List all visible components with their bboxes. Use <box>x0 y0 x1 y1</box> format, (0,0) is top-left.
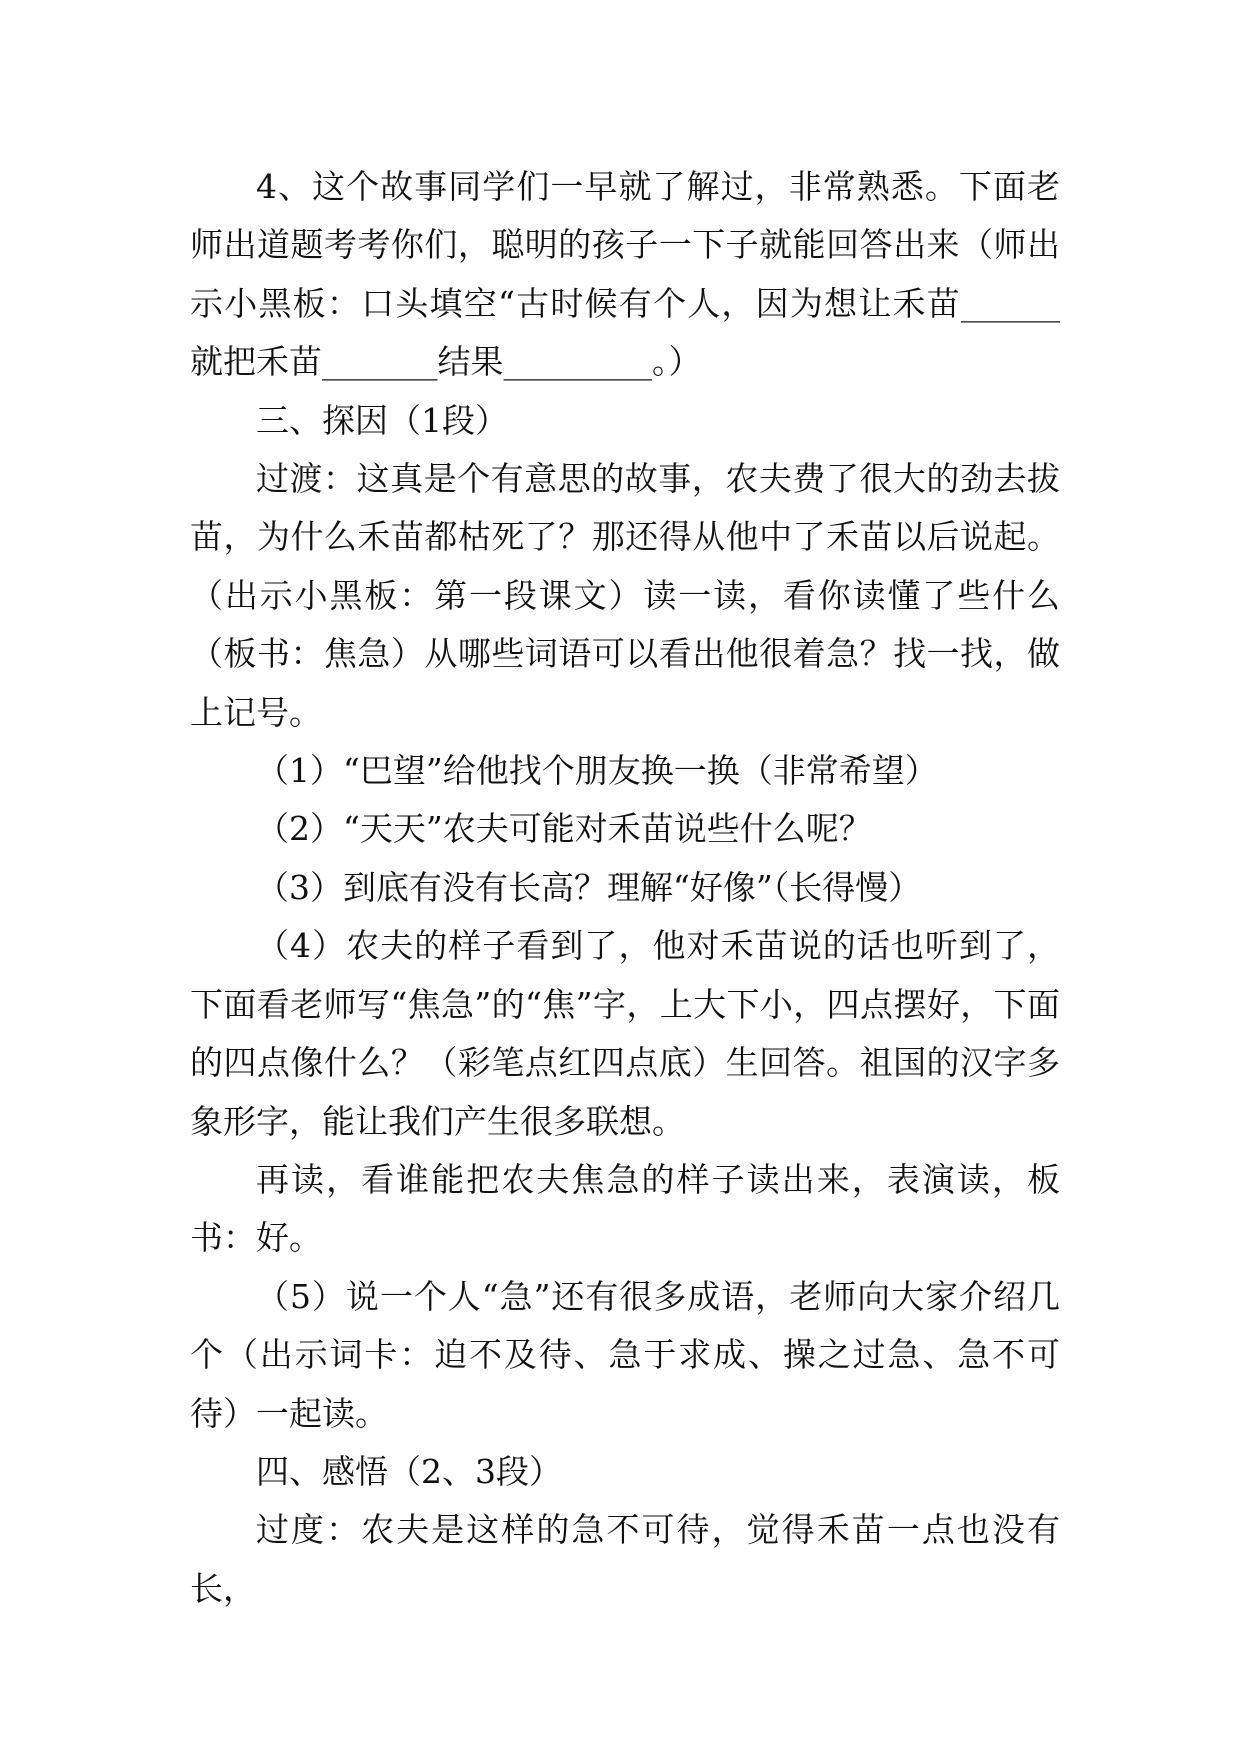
paragraph-transition-2: 过度：农夫是这样的急不可待，觉得禾苗一点也没有长， <box>190 1510 1060 1608</box>
document-body <box>190 158 1060 1618</box>
paragraph-story-question: 4、这个故事同学们一早就了解过，非常熟悉。下面老师出道题考考你们，聪明的孩子一下子就能回答出来（师出示小黑板：口头填空“古时候有个人，因为想让禾苗______就把禾苗_______结果_________。） <box>190 167 1060 382</box>
heading-section-three: 三、探因（1段） <box>256 400 508 440</box>
paragraph-transition: 过渡：这真是个有意思的故事，农夫费了很大的劲去拔苗，为什么禾苗都枯死了？那还得从他中了禾苗以后说起。（出示小黑板：第一段课文）读一读，看你读懂了些什么（板书：焦急）从哪些词语可以看出他很着急？找一找，做上记号。 <box>190 459 1060 732</box>
list-item-2: （2）“天天”农夫可能对禾苗说些什么呢？ <box>256 809 872 849</box>
heading-section-four: 四、感悟（2、3段） <box>256 1451 562 1491</box>
list-item-3: （3）到底有没有长高？理解“好像”（长得慢） <box>256 867 922 907</box>
list-item-5: （5）说一个人“急”还有很多成语，老师向大家介绍几个（出示词卡：迫不及待、急于求成、操之过急、急不可待）一起读。 <box>190 1276 1060 1433</box>
list-item-1: （1）“巴望”给他找个朋友换一换（非常希望） <box>256 751 938 791</box>
list-item-4: （4）农夫的样子看到了，他对禾苗说的话也听到了，下面看老师写“焦急”的“焦”字，上大下小，四点摆好，下面的四点像什么？（彩笔点红四点底）生回答。祖国的汉字多象形字，能让我们产生很多联想。 <box>190 926 1060 1141</box>
paragraph-reread: 再读，看谁能把农夫焦急的样子读出来，表演读，板书：好。 <box>190 1159 1060 1258</box>
